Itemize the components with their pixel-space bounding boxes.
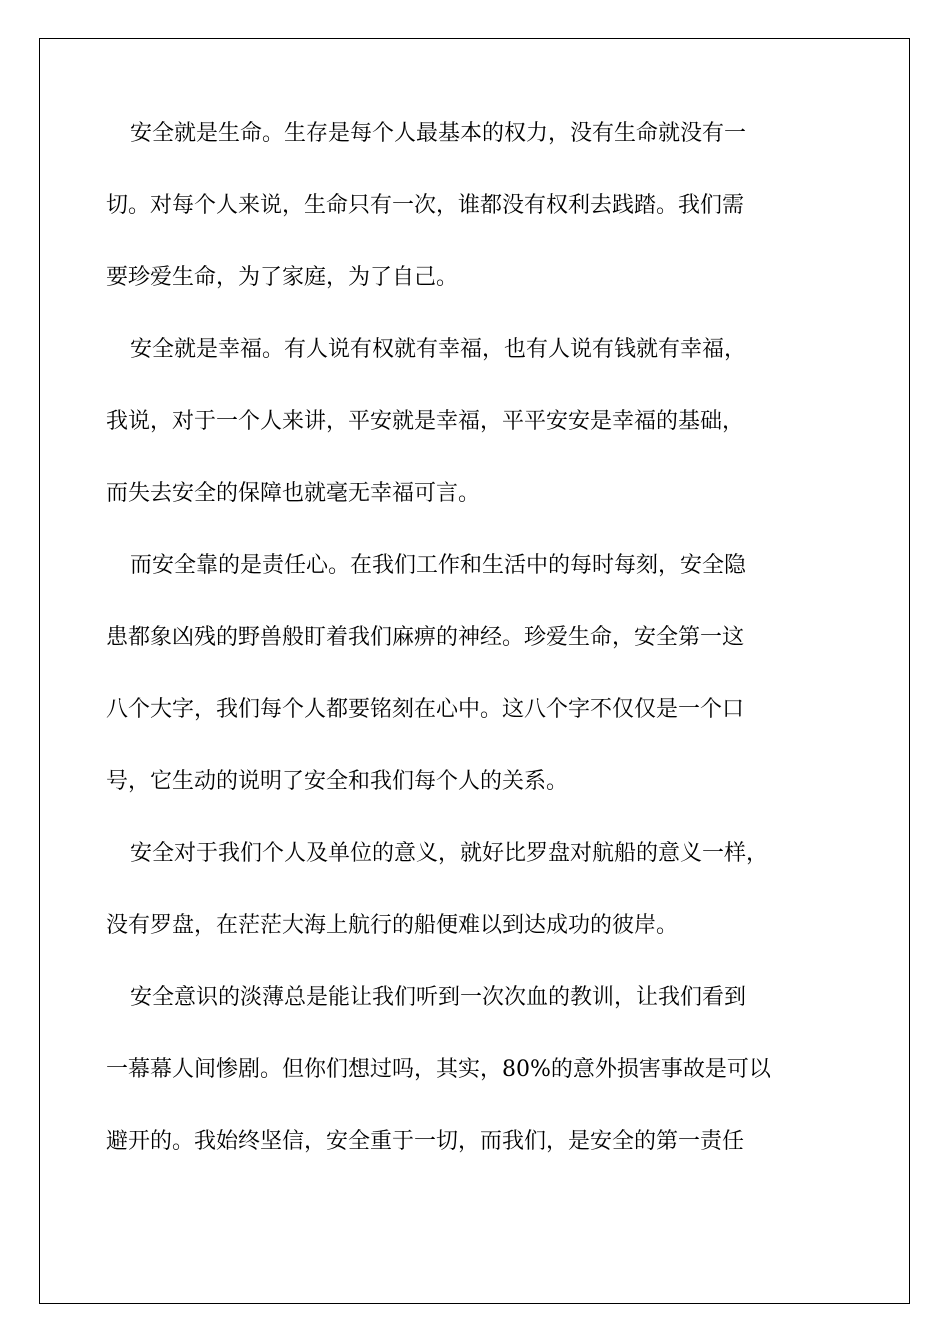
text-line: 我说，对于一个人来讲，平安就是幸福，平平安安是幸福的基础， — [106, 409, 745, 434]
text-line: 避开的。我始终坚信，安全重于一切，而我们，是安全的第一责任 — [106, 1129, 745, 1154]
document-body — [106, 98, 771, 1178]
text-line: 安全对于我们个人及单位的意义，就好比罗盘对航船的意义一样， — [130, 841, 769, 866]
text-line: 号，它生动的说明了安全和我们每个人的关系。 — [106, 769, 569, 794]
text-line: 安全意识的淡薄总是能让我们听到一次次血的教训，让我们看到 — [130, 985, 747, 1010]
text-line: 而安全靠的是责任心。在我们工作和生活中的每时每刻，安全隐 — [130, 553, 747, 578]
text-line: 患都象凶残的野兽般盯着我们麻痹的神经。珍爱生命，安全第一这 — [106, 625, 745, 650]
text-line: 切。对每个人来说，生命只有一次，谁都没有权利去践踏。我们需 — [106, 193, 745, 218]
text-line: 要珍爱生命，为了家庭，为了自己。 — [106, 265, 459, 290]
text-line: 安全就是幸福。有人说有权就有幸福，也有人说有钱就有幸福， — [130, 337, 747, 362]
text-line: 安全就是生命。生存是每个人最基本的权力，没有生命就没有一 — [130, 121, 747, 146]
text-line: 八个大字，我们每个人都要铭刻在心中。这八个字不仅仅是一个口 — [106, 697, 745, 722]
text-line: 没有罗盘，在茫茫大海上航行的船便难以到达成功的彼岸。 — [106, 913, 679, 938]
text-line: 一幕幕人间惨剧。但你们想过吗，其实，80%的意外损害事故是可以 — [106, 1057, 771, 1082]
text-line: 而失去安全的保障也就毫无幸福可言。 — [106, 481, 481, 506]
